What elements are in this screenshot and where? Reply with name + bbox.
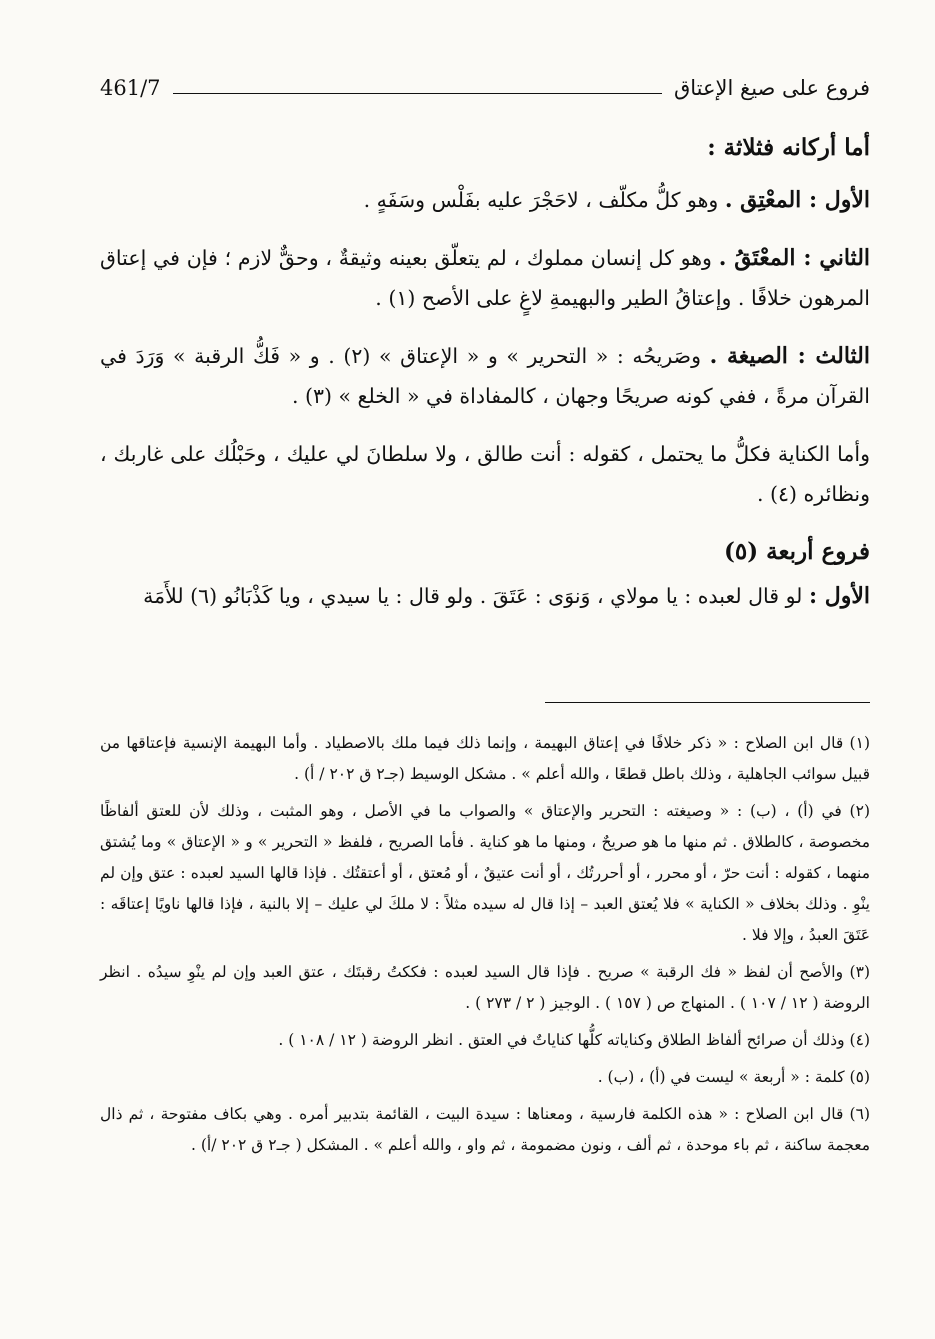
paragraph-text: لو قال لعبده : يا مولاي ، وَنوَى : عَتَقَ . ولو قال : يا سيدي ، ويا كَذْبَانُو (٦) للأَمَة <box>143 584 809 608</box>
footnote: (١) قال ابن الصلاح : « ذكر خلافًا في إعتاق البهيمة ، وإنما ذلك فيما ملك بالاصطياد . وأما البهيمة الإنسية فإعتاقها من قبيل سوائب الجاهلية ، وذلك باطل قطعًا ، والله أعلم » . مشكل الوسيط (جـ٢ ق ٢٠٢ / أ) . <box>100 734 870 783</box>
paragraph-first-pillar <box>100 180 870 220</box>
footnote: (٥) كلمة : « أربعة » ليست في (أ) ، (ب) . <box>597 1068 870 1086</box>
section-heading: أما أركانه فثلاثة : <box>707 134 870 161</box>
paragraph-lead: الأول : <box>808 583 870 609</box>
paragraph-second-pillar <box>100 238 870 318</box>
paragraph-text: وهو كلُّ مكلّف ، لاحَجْرَ عليه بفَلْس وسَفَهٍ . <box>363 188 725 212</box>
running-header <box>100 70 870 106</box>
footnote-separator <box>545 702 870 703</box>
footnote: (٣) والأصح أن لفظ « فك الرقبة » صريح . فإذا قال السيد لعبده : فككتُ رقبتَك ، عتق العبد وإن لم ينْوِ سيدُه . انظر الروضة ( ١٢ / ١٠٧ ) . المنهاج ص ( ١٥٧ ) . الوجيز ( ٢ / ٢٧٣ ) . <box>100 963 870 1012</box>
footnote: (٤) وذلك أن صرائح ألفاظ الطلاق وكناياته كلُّها كناياتٌ في العتق . انظر الروضة ( ١٢ / ١٠٨ ) . <box>278 1031 870 1049</box>
paragraph-kinaya: وأما الكناية فكلُّ ما يحتمل ، كقوله : أنت طالق ، ولا سلطانَ لي عليك ، وحَبْلُك على غاربك ، ونظائره (٤) . <box>100 442 870 506</box>
running-title: فروع على صيغ الإعتاق <box>673 76 870 100</box>
paragraph-text: وصَريحُه : « التحرير » و « الإعتاق » (٢) . و « فَكُّ الرقبة » وَرَدَ في القرآن مرةً ، ففي كونه صريحًا وجهان ، كالمفاداة في « الخلع » (٣) . <box>100 344 870 408</box>
footnotes <box>100 728 870 1167</box>
paragraph-lead: الثالث : الصيغة . <box>709 343 870 369</box>
footnote: (٦) قال ابن الصلاح : « هذه الكلمة فارسية ، ومعناها : سيدة البيت ، القائمة بتدبير أمره . وهي بكاف مفتوحة ، ثم ذال معجمة ساكنة ، ثم باء موحدة ، ثم ألف ، ونون مضمومة ، ثم واو ، والله أعلم » . المشكل ( جـ٢ ق ٢٠٢ /أ) . <box>100 1105 870 1154</box>
footnote: (٢) في (أ) ، (ب) : « وصيغته : التحرير والإعتاق » والصواب ما في الأصل ، وهو المثبت ، وذلك لأن للعتق ألفاظًا مخصوصة ، كالطلاق . ثم منها ما هو صريحٌ ، ومنها ما هو كناية . فأما الصريح ، فلفظ « التحرير » و « الإعتاق » وما يُشتق منهما ، كقوله : أنت حرّ ، أو محرر ، أو أحررتُك ، أو أنت عتيقٌ ، أو مُعتق ، أو أعتقتُك . فإذا قالها السيد لعبده : عتق وإن لم ينْوِ . وذلك بخلاف « الكناية » فلا يُعتق العبد – إذا قال له سيده مثلاً : لا ملكَ لي عليك – إلا بالنية ، فإذا قالها ناويًا إعتاقَه : عَتَقَ العبدُ ، وإلا فلا . <box>100 802 870 944</box>
paragraph-lead: الثاني : المعْتَقُ . <box>718 245 871 271</box>
sub-heading: فروع أربعة (٥) <box>724 538 870 565</box>
paragraph-text: وهو كل إنسان مملوك ، لم يتعلّق بعينه وثيقةٌ ، وحقٌّ لازم ؛ فإن في إعتاق المرهون خلافًا . وإعتاقُ الطير والبهيمةِ لاغٍ على الأصح (١) . <box>100 246 870 310</box>
main-text <box>100 128 870 634</box>
paragraph-lead: الأول : المعْتِق . <box>724 187 870 213</box>
page-number: 461/7 <box>100 76 161 100</box>
paragraph-third-pillar <box>100 336 870 416</box>
paragraph-first-branch <box>100 576 870 616</box>
header-rule <box>173 93 662 94</box>
